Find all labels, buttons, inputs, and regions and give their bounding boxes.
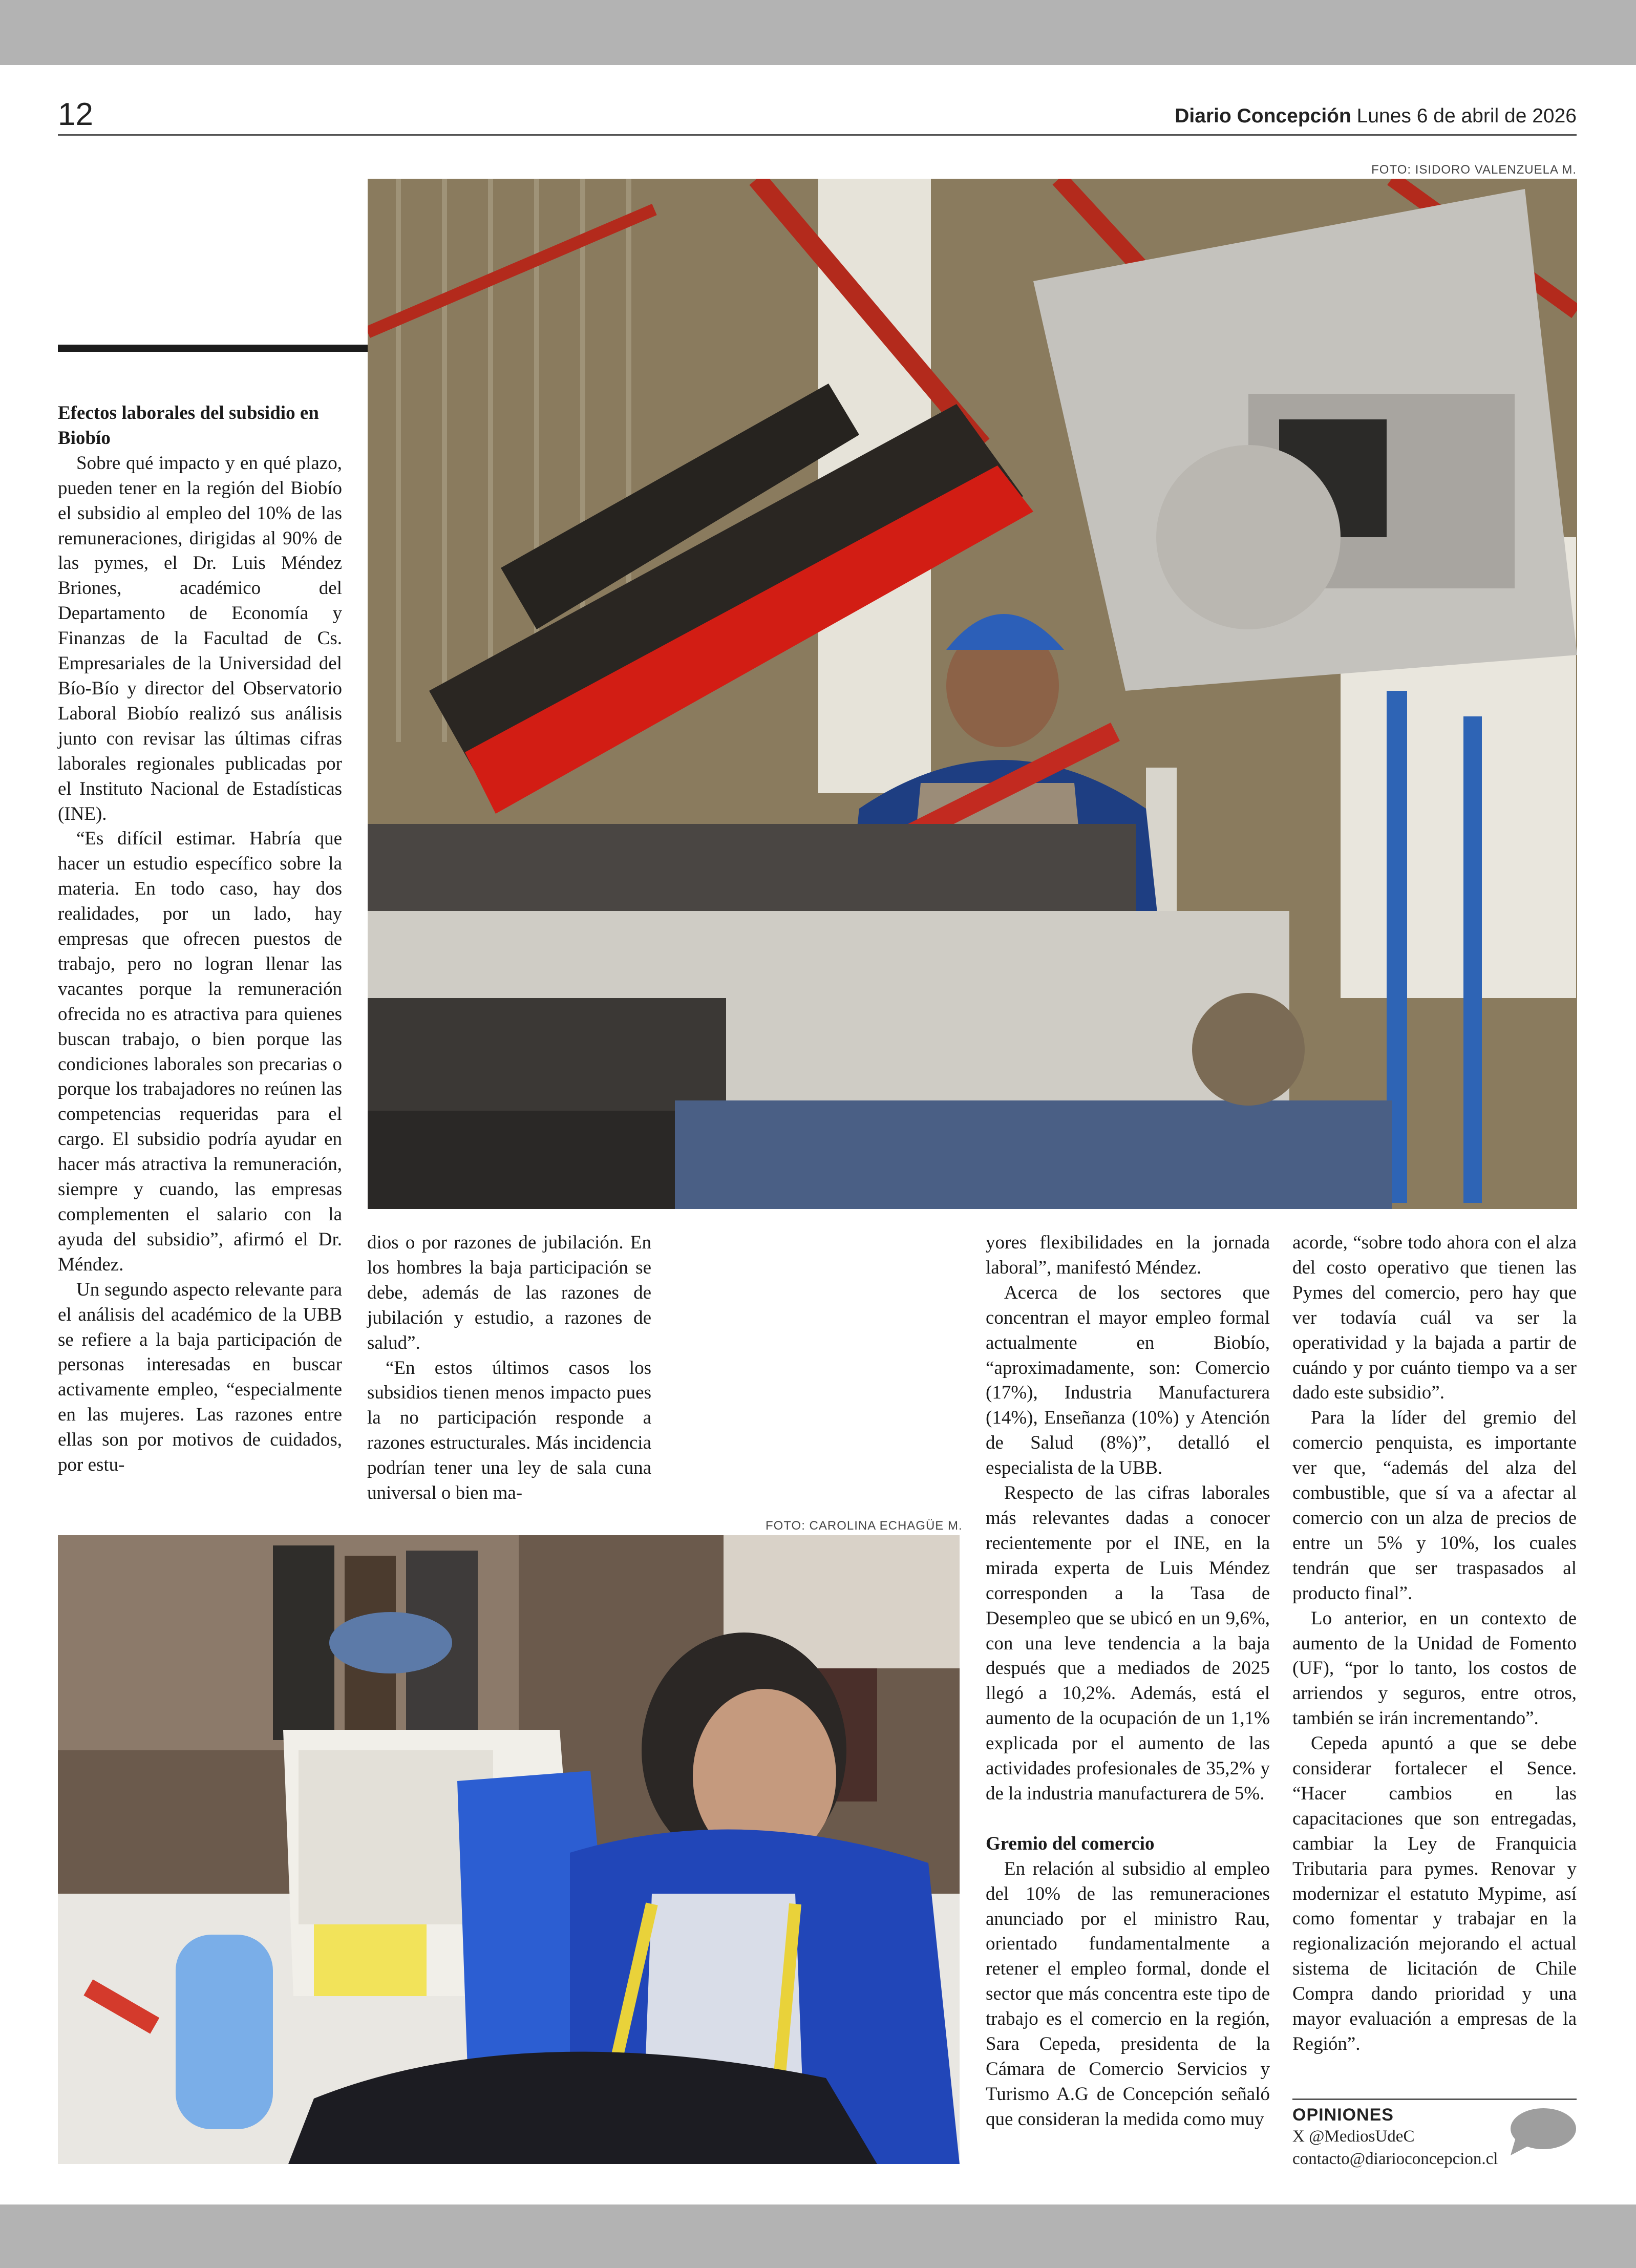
paragraph: yores flexibilidades en la jornada laboral”, manifestó Méndez. bbox=[986, 1232, 1270, 1278]
bottom-photo-credit: FOTO: CAROLINA ECHAGÜE M. bbox=[766, 1519, 963, 1533]
opinions-email[interactable]: contacto@diarioconcepcion.cl bbox=[1292, 2150, 1498, 2168]
paper-name: Diario Concepción bbox=[1175, 105, 1351, 127]
column-2 bbox=[367, 1231, 651, 1506]
paragraph: “Es difícil estimar. Habría que hacer un estudio específico sobre la materia. En todo caso, hay dos realidades, por un lado, hay empresas que ofrecen puestos de trabajo, pero no logran llenar las vacantes porque la remuneración ofrecida no es atractiva para quienes buscan trabajo, o bien porque las condiciones laborales son precarias o porque los trabajadores no reúnen las competencias requeridas para el cargo. El subsidio podría ayudar en hacer más atractiva la remuneración, siempre y cuando, las empresas complementen el salario con la ayuda del subsidio”, afirmó el Dr. Méndez. bbox=[58, 828, 342, 1275]
page-number: 12 bbox=[58, 97, 93, 132]
speech-bubble-icon bbox=[1505, 2106, 1577, 2157]
issue-date: Lunes 6 de abril de 2026 bbox=[1356, 105, 1577, 127]
column-1 bbox=[58, 401, 342, 1478]
paragraph: Respecto de las cifras laborales más relevantes dadas a conocer recientemente por el INE, en la mirada experta de Luis Méndez corresponden a la Tasa de Desempleo que se ubicó en un 9,6%, con una leve tendencia a la baja después que a mediados de 2025 llegó a 10,2%. Además, está el aumento de la ocupación de un 1,1% explicada por el aumento de las actividades profesionales de 35,2% y de la industria manufacturera de 5%. bbox=[986, 1482, 1270, 1804]
masthead bbox=[1175, 105, 1577, 128]
column-3 bbox=[986, 1231, 1270, 2132]
paragraph: acorde, “sobre todo ahora con el alza del costo operativo que tienen las Pymes del comercio, pero hay que ver todavía cuál va ser la operatividad y la bajada a partir de cuándo y por cuánto tiempo va a ser dado este subsidio”. bbox=[1292, 1232, 1577, 1404]
machinist-photo bbox=[368, 179, 1577, 1209]
paragraph: dios o por razones de jubilación. En los hombres la baja participación se debe, además de las razones de jubilación y estudio, a razones de salud”. bbox=[367, 1232, 651, 1353]
top-gray-band bbox=[0, 0, 1636, 65]
section-heading-gremio: Gremio del comercio bbox=[986, 1833, 1155, 1854]
paragraph: En relación al subsidio al empleo del 10% de las remuneraciones anunciado por el ministro Rau, orientado fundamentalmente a retener el empleo formal, donde el sector que más concentra este tipo de trabajo es el comercio en la región, Sara Cepeda, presidenta de la Cámara de Comercio Servicios y Turismo A.G de Concepción señaló que consideran la medida como muy bbox=[986, 1858, 1270, 2130]
opinions-rule bbox=[1292, 2099, 1577, 2100]
column-4 bbox=[1292, 1231, 1577, 2057]
bottom-gray-band bbox=[0, 2205, 1636, 2268]
seamstress-photo bbox=[58, 1535, 960, 2164]
paragraph: Sobre qué impacto y en qué plazo, pueden tener en la región del Biobío el subsidio al empleo del 10% de las remuneraciones, dirigidas al 90% de las pymes, el Dr. Luis Méndez Briones, académico del Departamento de Economía y Finanzas de la Facultad de Cs. Empresariales de la Universidad del Bío-Bío y director del Observatorio Laboral Biobío realizó sus análisis junto con revisar las últimas cifras laborales regionales publicadas por el Instituto Nacional de Estadísticas (INE). bbox=[58, 452, 342, 824]
section-rule bbox=[58, 345, 368, 352]
paragraph: Acerca de los sectores que concentran el mayor empleo formal actualmente en Biobío, “aproximadamente, son: Comercio (17%), Industria Manufacturera (14%), Enseñanza (10%) y Atención de Salud (8%)”, detalló el especialista de la UBB. bbox=[986, 1282, 1270, 1479]
paragraph: “En estos últimos casos los subsidios tienen menos impacto pues la no participación responde a razones estructurales. Más incidencia podrían tener una ley de sala cuna universal o bien ma- bbox=[367, 1357, 651, 1504]
paragraph: Para la líder del gremio del comercio penquista, es importante ver que, “además del alza del combustible, que sí va a afectar al comercio con un alza de precios de entre un 5% y 10%, los cuales tendrán que ser traspasados al producto final”. bbox=[1292, 1407, 1577, 1604]
paragraph: Cepeda apuntó a que se debe considerar fortalecer el Sence. “Hacer cambios en las capacitaciones que son entregadas, cambiar la Ley de Franquicia Tributaria para pymes. Renovar y modernizar el estatuto Mypime, así como fomentar y trabajar en la regionalización mejorando el actual sistema de licitación de Chile Compra dando prioridad y una mayor evaluación a empresas de la Región”. bbox=[1292, 1733, 1577, 2054]
top-photo-credit: FOTO: ISIDORO VALENZUELA M. bbox=[1371, 163, 1577, 177]
opinions-title: OPINIONES bbox=[1292, 2105, 1394, 2125]
section-heading-efectos: Efectos laborales del subsidio en Biobío bbox=[58, 402, 319, 449]
header-rule bbox=[58, 134, 1577, 136]
paragraph: Lo anterior, en un contexto de aumento de la Unidad de Fomento (UF), “por lo tanto, los costos de arriendos y seguros, entre otros, también se irán incrementando”. bbox=[1292, 1607, 1577, 1729]
opinions-social-handle[interactable]: X @MediosUdeC bbox=[1292, 2127, 1415, 2146]
paragraph: Un segundo aspecto relevante para el análisis del académico de la UBB se refiere a la baja participación de personas interesadas en buscar activamente empleo, “especialmente en las mujeres. Las razones entre ellas son por motivos de cuidados, por estu- bbox=[58, 1279, 342, 1476]
